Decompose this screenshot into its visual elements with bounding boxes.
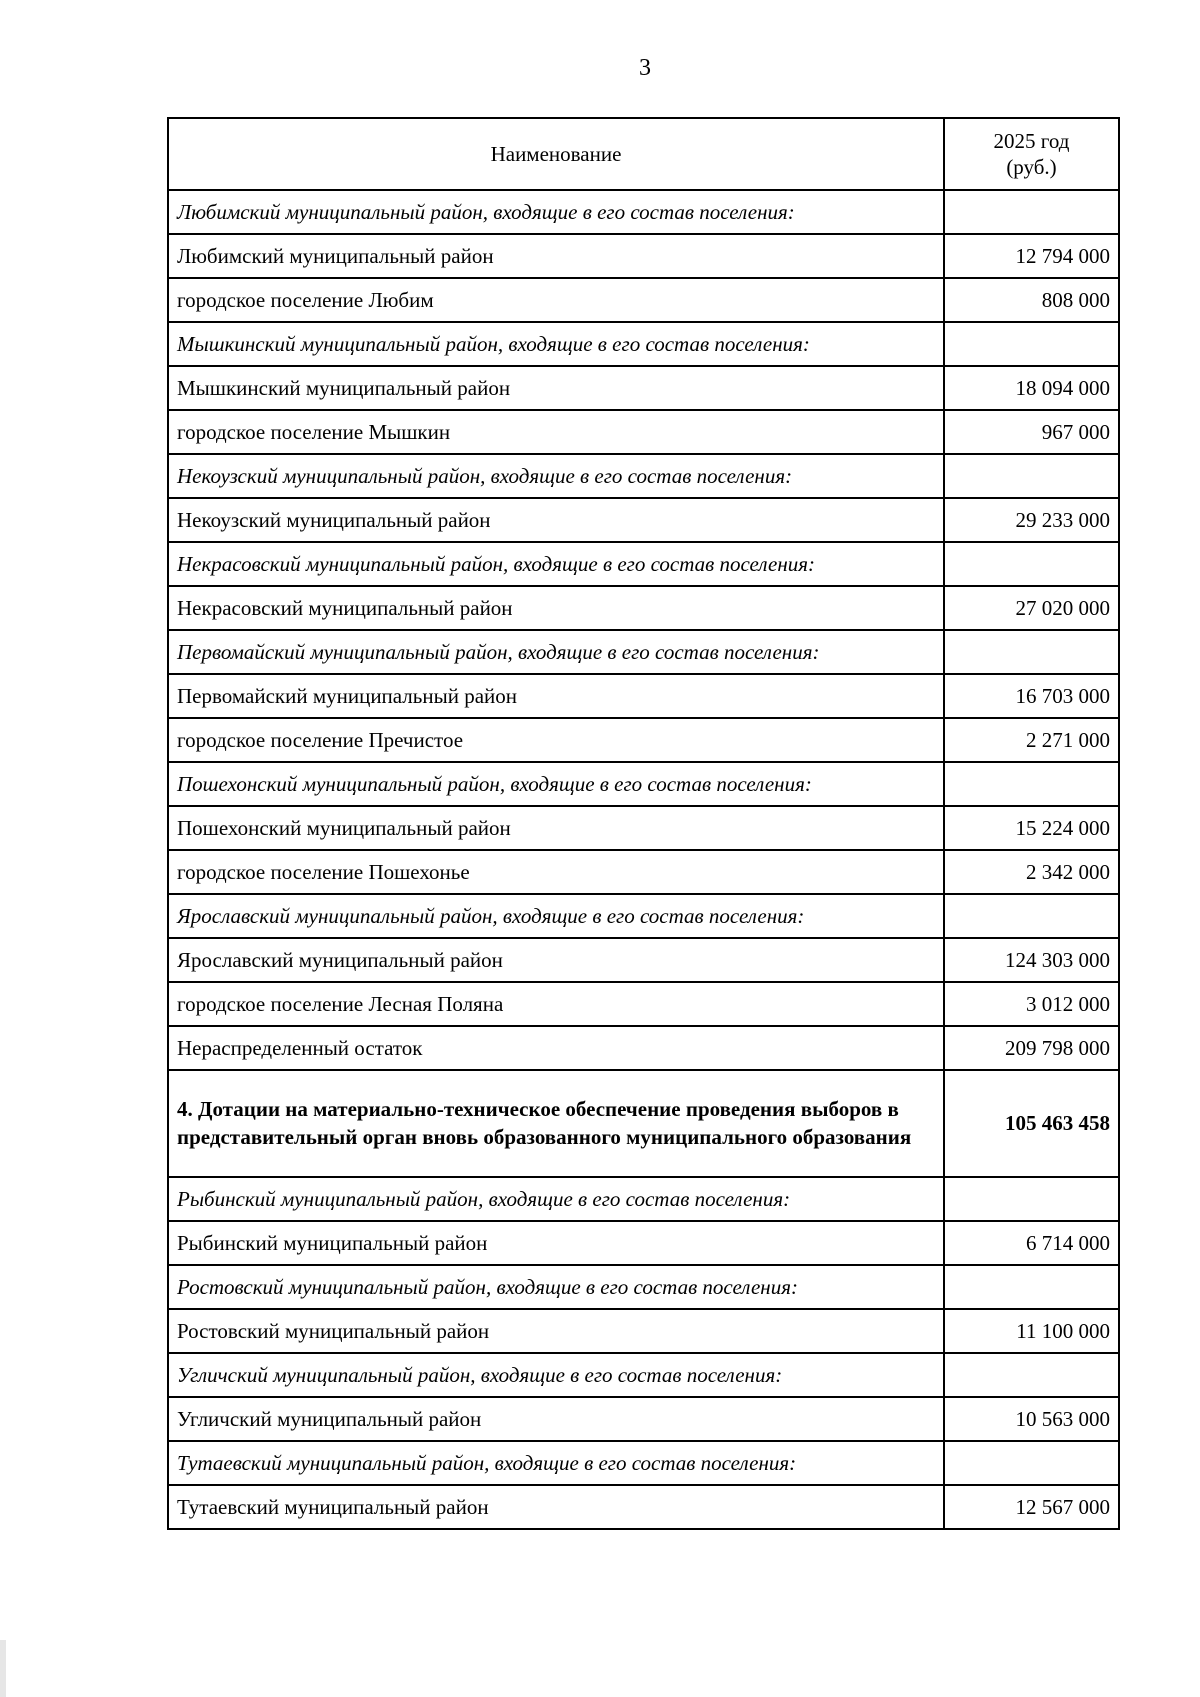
row-amount: 3 012 000	[944, 982, 1119, 1026]
row-name: городское поселение Пошехонье	[168, 850, 944, 894]
row-amount: 105 463 458	[944, 1070, 1119, 1177]
table-header-row	[168, 118, 1119, 190]
table-row	[168, 366, 1119, 410]
table-row	[168, 1221, 1119, 1265]
row-name: Пошехонский муниципальный район	[168, 806, 944, 850]
row-amount: 11 100 000	[944, 1309, 1119, 1353]
row-amount	[944, 1441, 1119, 1485]
row-name: Пошехонский муниципальный район, входящие в его состав поселения:	[168, 762, 944, 806]
table-row	[168, 1397, 1119, 1441]
group-header-row	[168, 762, 1119, 806]
row-amount	[944, 190, 1119, 234]
row-name: городское поселение Лесная Поляна	[168, 982, 944, 1026]
row-name: Угличский муниципальный район, входящие в его состав поселения:	[168, 1353, 944, 1397]
row-name: городское поселение Любим	[168, 278, 944, 322]
row-name: городское поселение Пречистое	[168, 718, 944, 762]
row-name: городское поселение Мышкин	[168, 410, 944, 454]
row-amount: 2 342 000	[944, 850, 1119, 894]
group-header-row	[168, 1353, 1119, 1397]
row-amount	[944, 542, 1119, 586]
row-name: 4. Дотации на материально-техническое обеспечение проведения выборов в представительный орган вновь образованного муниципального образования	[168, 1070, 944, 1177]
row-amount: 29 233 000	[944, 498, 1119, 542]
group-header-row	[168, 542, 1119, 586]
table-row	[168, 278, 1119, 322]
group-header-row	[168, 1265, 1119, 1309]
row-name: Некрасовский муниципальный район, входящие в его состав поселения:	[168, 542, 944, 586]
table-row	[168, 586, 1119, 630]
scan-edge-mark	[0, 1640, 6, 1697]
row-amount: 209 798 000	[944, 1026, 1119, 1070]
row-name: Ростовский муниципальный район	[168, 1309, 944, 1353]
row-name: Первомайский муниципальный район, входящие в его состав поселения:	[168, 630, 944, 674]
row-amount: 27 020 000	[944, 586, 1119, 630]
row-amount: 124 303 000	[944, 938, 1119, 982]
row-name: Любимский муниципальный район, входящие в его состав поселения:	[168, 190, 944, 234]
row-amount: 16 703 000	[944, 674, 1119, 718]
table-row	[168, 498, 1119, 542]
row-amount: 10 563 000	[944, 1397, 1119, 1441]
table-row	[168, 982, 1119, 1026]
row-name: Первомайский муниципальный район	[168, 674, 944, 718]
header-amount	[944, 118, 1119, 190]
header-amount-year: 2025 год	[993, 128, 1070, 153]
row-name: Рыбинский муниципальный район	[168, 1221, 944, 1265]
group-header-row	[168, 190, 1119, 234]
row-name: Нераспределенный остаток	[168, 1026, 944, 1070]
row-amount: 12 567 000	[944, 1485, 1119, 1529]
row-amount: 18 094 000	[944, 366, 1119, 410]
row-amount: 967 000	[944, 410, 1119, 454]
table-row	[168, 718, 1119, 762]
row-name: Некрасовский муниципальный район	[168, 586, 944, 630]
row-amount	[944, 630, 1119, 674]
group-header-row	[168, 630, 1119, 674]
row-amount: 808 000	[944, 278, 1119, 322]
table-row	[168, 806, 1119, 850]
row-name: Тутаевский муниципальный район	[168, 1485, 944, 1529]
table-row	[168, 850, 1119, 894]
group-header-row	[168, 894, 1119, 938]
row-name: Некоузский муниципальный район	[168, 498, 944, 542]
row-name: Ярославский муниципальный район, входящие в его состав поселения:	[168, 894, 944, 938]
section-row	[168, 1070, 1119, 1177]
row-amount	[944, 1265, 1119, 1309]
row-amount	[944, 1177, 1119, 1221]
row-amount	[944, 762, 1119, 806]
row-amount: 12 794 000	[944, 234, 1119, 278]
budget-table	[167, 117, 1120, 1530]
row-name: Тутаевский муниципальный район, входящие в его состав поселения:	[168, 1441, 944, 1485]
header-name: Наименование	[168, 118, 944, 190]
row-name: Некоузский муниципальный район, входящие в его состав поселения:	[168, 454, 944, 498]
group-header-row	[168, 1177, 1119, 1221]
row-amount	[944, 322, 1119, 366]
row-name: Ярославский муниципальный район	[168, 938, 944, 982]
row-amount: 2 271 000	[944, 718, 1119, 762]
table-row	[168, 674, 1119, 718]
row-name: Любимский муниципальный район	[168, 234, 944, 278]
row-name: Угличский муниципальный район	[168, 1397, 944, 1441]
row-name: Рыбинский муниципальный район, входящие в его состав поселения:	[168, 1177, 944, 1221]
group-header-row	[168, 454, 1119, 498]
table-body	[168, 118, 1119, 1529]
row-amount	[944, 1353, 1119, 1397]
row-name: Ростовский муниципальный район, входящие в его состав поселения:	[168, 1265, 944, 1309]
row-amount: 6 714 000	[944, 1221, 1119, 1265]
table-row	[168, 938, 1119, 982]
group-header-row	[168, 322, 1119, 366]
group-header-row	[168, 1441, 1119, 1485]
table-row	[168, 234, 1119, 278]
row-amount	[944, 454, 1119, 498]
header-amount-unit: (руб.)	[1006, 155, 1057, 179]
table-row	[168, 1309, 1119, 1353]
table-row	[168, 410, 1119, 454]
row-amount: 15 224 000	[944, 806, 1119, 850]
page-number: 3	[639, 55, 651, 81]
table-row	[168, 1485, 1119, 1529]
row-amount	[944, 894, 1119, 938]
row-name: Мышкинский муниципальный район	[168, 366, 944, 410]
table-row	[168, 1026, 1119, 1070]
row-name: Мышкинский муниципальный район, входящие в его состав поселения:	[168, 322, 944, 366]
